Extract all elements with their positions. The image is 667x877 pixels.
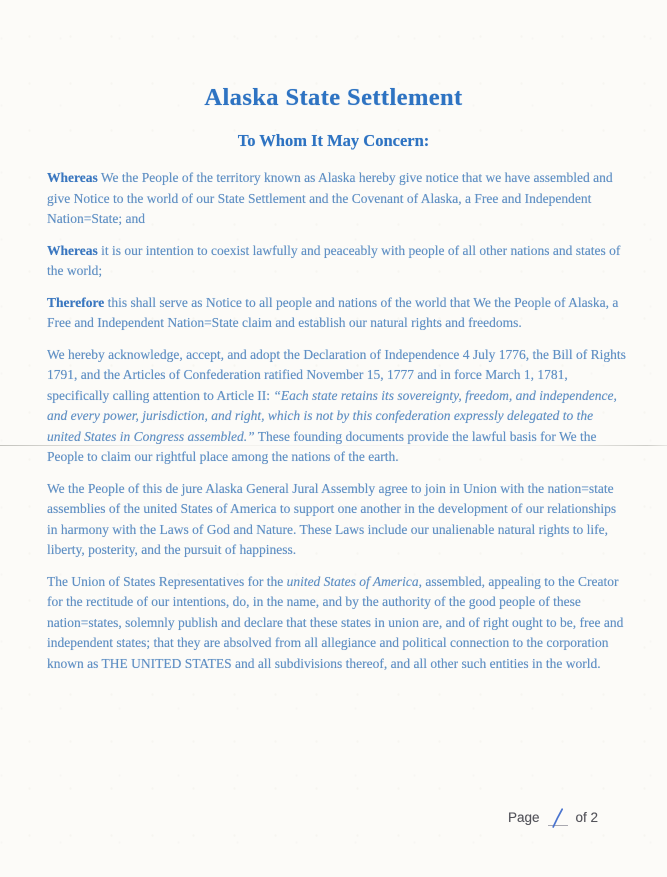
text-run-r: We the People of this de jure Alaska General Jural Assembly agree to join in Union with the nation=state assemblies of the united States of America to support one another in the development of our relationships in harmony with the Laws of God and Nature. These Laws include our unalienable natural rights to life, liberty, posterity, and the pursuit of happiness.: [47, 480, 617, 557]
text-run-bold: Therefore: [47, 294, 105, 310]
text-run-bold: Whereas: [47, 242, 98, 258]
fold-crease-line: [0, 445, 667, 446]
document-paragraph: [47, 479, 629, 561]
page-number-blank: [548, 808, 568, 826]
text-run-r: it is our intention to coexist lawfully and peaceably with people of all other nations and states of the world;: [47, 242, 621, 278]
document-paragraph: [47, 168, 629, 230]
handwritten-page-number-ink: [551, 808, 565, 828]
footer-page-label: Page: [508, 810, 540, 825]
text-run-r: These founding documents provide the lawful basis for We the People to claim our rightful place among the nations of the earth.: [47, 428, 597, 464]
text-run-r: , assembled, appealing to the Creator for the rectitude of our intentions, do, in the name, and by the authority of the good people of these nation=states, solemnly publish and declare that these states in union are, and of right ought to be, free and independent states; that they are absolved from all allegiance and political connection to the corporation known as THE UNITED STATES and all subdivisions thereof, and all other such entities in the world.: [47, 573, 624, 671]
document-paragraph: [47, 572, 629, 675]
footer-of-label: of 2: [575, 810, 599, 825]
text-run-r: We hereby acknowledge, accept, and adopt the Declaration of Independence 4 July 1776, the Bill of Rights 1791, and the Articles of Confederation ratified November 15, 1777 and in force March 1, 1781, specifically calling attention to Article II:: [47, 346, 626, 403]
document-paragraph: [47, 293, 629, 334]
document-paragraph: [47, 345, 629, 468]
document-salutation: To Whom It May Concern:: [237, 131, 430, 150]
document-title: Alaska State Settlement: [204, 84, 463, 111]
text-run-bold: Whereas: [47, 170, 98, 185]
text-run-italic: united States of America: [286, 573, 419, 589]
page-footer: [508, 808, 598, 826]
text-run-r: We the People of the territory known as Alaska hereby give notice that we have assembled and give Notice to the world of our State Settlement and the Covenant of Alaska, a Free and Independent Nation=State; and: [47, 170, 613, 226]
text-run-italic: “Each state retains its sovereignty, freedom, and independence, and every power, jurisdiction, and right, which is not by this confederation expressly delegated to the united States in Congress assembled.”: [47, 387, 617, 444]
document-body: [47, 168, 629, 674]
text-run-r: The Union of States Representatives for the: [47, 573, 287, 589]
text-run-r: this shall serve as Notice to all people and nations of the world that We the People of Alaska, a Free and Independent Nation=State claim and establish our natural rights and freedoms.: [47, 294, 619, 330]
document-paragraph: [47, 241, 629, 282]
